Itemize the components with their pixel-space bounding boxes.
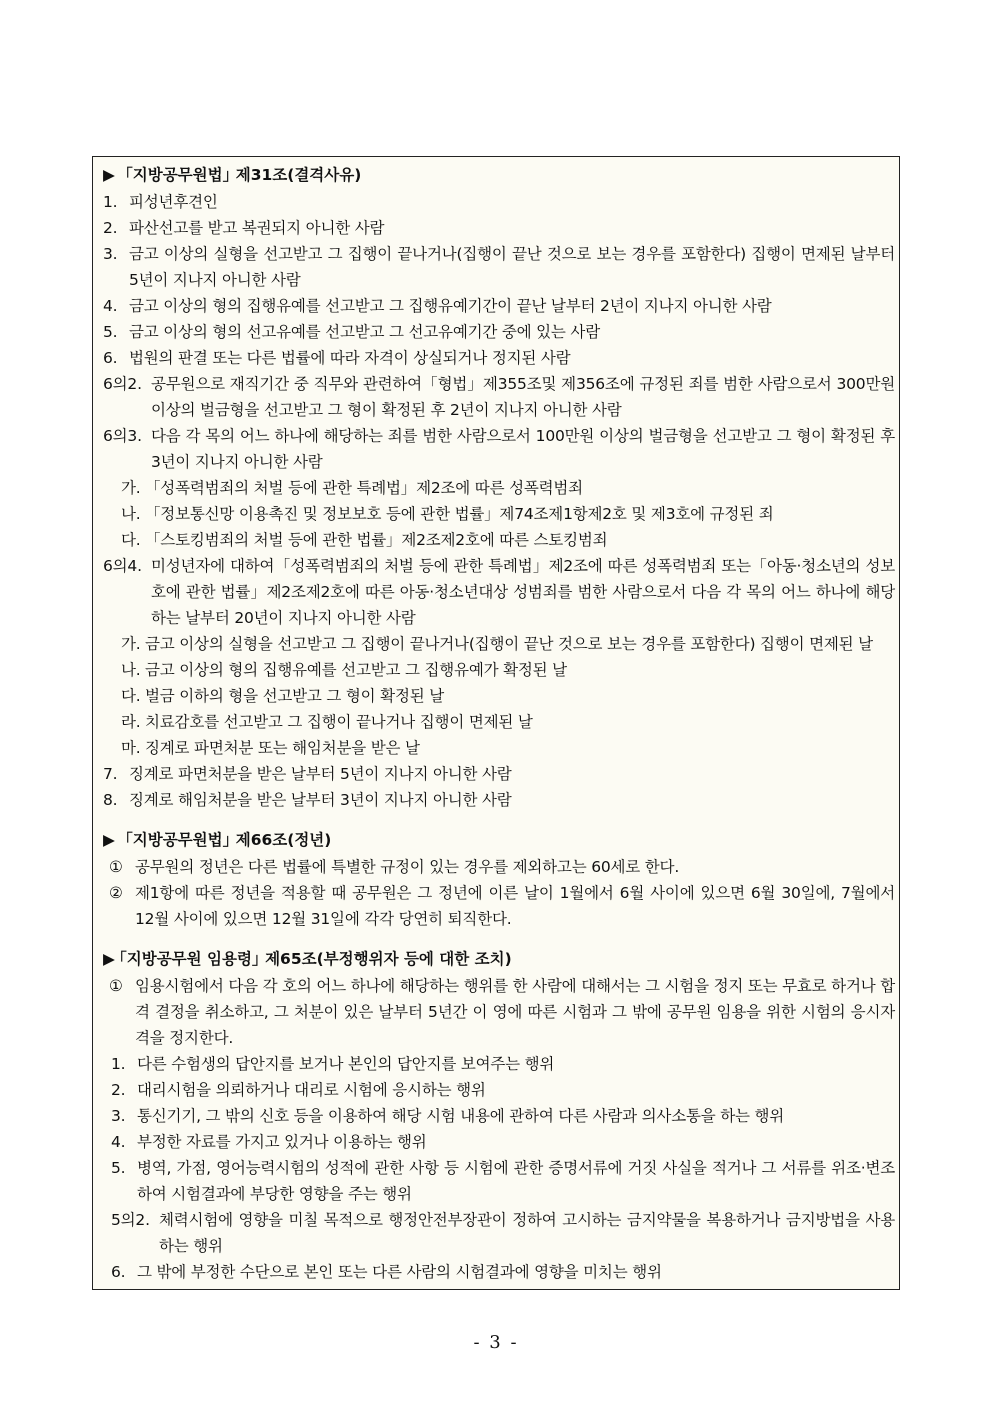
list-item	[103, 787, 895, 813]
item-text: 임용시험에서 다음 각 호의 어느 하나에 해당하는 행위를 한 사람에 대해서는 그 시험을 정지 또는 무효로 하거나 합격 결정을 취소하고, 그 처분이 있은 날부터 5년간 이 영에 따른 시험과 그 밖에 공무원 임용을 위한 시험의 응시자격을 정지한다.	[135, 977, 895, 1047]
item-list	[103, 854, 895, 932]
item-number: 1.	[111, 1055, 126, 1073]
item-number: 4.	[103, 297, 118, 315]
section-article-66	[103, 827, 895, 932]
item-text: 징계로 파면처분 또는 해임처분을 받은 날	[145, 739, 420, 757]
list-item	[103, 371, 895, 423]
item-list	[103, 973, 895, 1285]
item-text: 징계로 파면처분을 받은 날부터 5년이 지나지 아니한 사람	[129, 765, 512, 783]
item-number: 6의3.	[103, 427, 142, 445]
item-text: 그 밖에 부정한 수단으로 본인 또는 다른 사람의 시험결과에 영향을 미치는 행위	[137, 1263, 662, 1281]
triangle-bullet-icon: ▶	[103, 166, 115, 184]
item-text: 징계로 해임처분을 받은 날부터 3년이 지나지 아니한 사람	[129, 791, 512, 809]
item-number: 가.	[121, 479, 141, 497]
item-text: 금고 이상의 실형을 선고받고 그 집행이 끝나거나(집행이 끝난 것으로 보는 경우를 포함한다) 집행이 면제된 날부터 5년이 지나지 아니한 사람	[129, 245, 895, 289]
item-text: 부정한 자료를 가지고 있거나 이용하는 행위	[137, 1133, 427, 1151]
item-number: ①	[109, 858, 123, 876]
list-item	[103, 880, 895, 932]
item-number: 3.	[111, 1107, 126, 1125]
item-text: 병역, 가점, 영어능력시험의 성적에 관한 사항 등 시험에 관한 증명서류에 거짓 사실을 적거나 그 서류를 위조‧변조하여 시험결과에 부당한 영향을 주는 행위	[137, 1159, 895, 1203]
list-item	[103, 215, 895, 241]
item-number: 5.	[111, 1159, 126, 1177]
list-item	[103, 1077, 895, 1103]
item-number: 가.	[121, 635, 141, 653]
item-number: 8.	[103, 791, 118, 809]
list-item	[103, 1129, 895, 1155]
item-number: 5의2.	[111, 1211, 150, 1229]
item-number: 5.	[103, 323, 118, 341]
page-number: - 3 -	[473, 1332, 519, 1353]
item-number: 2.	[103, 219, 118, 237]
item-text: 벌금 이하의 형을 선고받고 그 형이 확정된 날	[145, 687, 445, 705]
item-number: 7.	[103, 765, 118, 783]
item-text: 다음 각 목의 어느 하나에 해당하는 죄를 범한 사람으로서 100만원 이상의 벌금형을 선고받고 그 형이 확정된 후 3년이 지나지 아니한 사람	[151, 427, 895, 471]
item-number: 6의4.	[103, 557, 142, 575]
section-decree-65	[103, 946, 895, 1285]
list-item	[103, 501, 895, 527]
item-text: 금고 이상의 형의 집행유예를 선고받고 그 집행유예가 확정된 날	[145, 661, 567, 679]
item-number: 나.	[121, 505, 141, 523]
item-text: 대리시험을 의뢰하거나 대리로 시험에 응시하는 행위	[137, 1081, 486, 1099]
item-number: 2.	[111, 1081, 126, 1099]
list-item	[103, 423, 895, 475]
list-item	[103, 854, 895, 880]
item-list	[103, 189, 895, 813]
item-number: 마.	[121, 739, 141, 757]
list-item	[103, 293, 895, 319]
list-item	[103, 1051, 895, 1077]
list-item	[103, 683, 895, 709]
section-article-31	[103, 162, 895, 813]
item-number: 1.	[103, 193, 118, 211]
item-text: 미성년자에 대하여「성폭력범죄의 처벌 등에 관한 특례법」제2조에 따른 성폭력범죄 또는「아동‧청소년의 성보호에 관한 법률」제2조제2호에 따른 아동‧청소년대상 성범죄를 범한 사람으로서 다음 각 목의 어느 하나에 해당하는 날부터 20년이 지나지 아니한 사람	[151, 557, 895, 627]
list-item	[103, 761, 895, 787]
item-number: ②	[109, 884, 123, 902]
list-item	[103, 1155, 895, 1207]
section-heading	[103, 827, 895, 854]
item-number: ①	[109, 977, 123, 995]
list-item	[103, 735, 895, 761]
list-item	[103, 709, 895, 735]
list-item	[103, 241, 895, 293]
item-number: 6의2.	[103, 375, 142, 393]
list-item	[103, 973, 895, 1051]
item-text: 공무원의 정년은 다른 법률에 특별한 규정이 있는 경우를 제외하고는 60세로 한다.	[135, 858, 680, 876]
item-number: 나.	[121, 661, 141, 679]
list-item	[103, 527, 895, 553]
item-number: 4.	[111, 1133, 126, 1151]
list-item	[103, 1207, 895, 1259]
list-item	[103, 1259, 895, 1285]
list-item	[103, 631, 895, 657]
item-text: 피성년후견인	[129, 193, 218, 211]
item-text: 치료감호를 선고받고 그 집행이 끝나거나 집행이 면제된 날	[145, 713, 533, 731]
section-heading	[103, 162, 895, 189]
legal-excerpt-box	[92, 156, 900, 1290]
item-number: 6.	[111, 1263, 126, 1281]
list-item	[103, 657, 895, 683]
item-text: 통신기기, 그 밖의 신호 등을 이용하여 해당 시험 내용에 관하여 다른 사람과 의사소통을 하는 행위	[137, 1107, 785, 1125]
list-item	[103, 319, 895, 345]
item-text: 체력시험에 영향을 미칠 목적으로 행정안전부장관이 정하여 고시하는 금지약물을 복용하거나 금지방법을 사용하는 행위	[159, 1211, 895, 1255]
triangle-bullet-icon: ▶	[103, 831, 115, 849]
section-heading	[103, 946, 895, 973]
item-text: 「스토킹범죄의 처벌 등에 관한 법률」제2조제2호에 따른 스토킹범죄	[145, 531, 608, 549]
item-number: 라.	[121, 713, 141, 731]
triangle-bullet-icon: ▶	[103, 950, 115, 968]
item-text: 파산선고를 받고 복권되지 아니한 사람	[129, 219, 385, 237]
item-number: 6.	[103, 349, 118, 367]
list-item	[103, 345, 895, 371]
list-item	[103, 189, 895, 215]
item-text: 「정보통신망 이용촉진 및 정보보호 등에 관한 법률」제74조제1항제2호 및 제3호에 규정된 죄	[145, 505, 774, 523]
item-text: 「성폭력범죄의 처벌 등에 관한 특례법」제2조에 따른 성폭력범죄	[145, 479, 583, 497]
item-number: 다.	[121, 687, 141, 705]
item-text: 제1항에 따른 정년을 적용할 때 공무원은 그 정년에 이른 날이 1월에서 6월 사이에 있으면 6월 30일에, 7월에서 12월 사이에 있으면 12월 31일에 각각 당연히 퇴직한다.	[135, 884, 895, 928]
item-text: 다른 수험생의 답안지를 보거나 본인의 답안지를 보여주는 행위	[137, 1055, 555, 1073]
item-number: 다.	[121, 531, 141, 549]
section-title: ｢지방공무원 임용령｣ 제65조(부정행위자 등에 대한 조치)	[119, 950, 512, 968]
item-text: 금고 이상의 형의 집행유예를 선고받고 그 집행유예기간이 끝난 날부터 2년이 지나지 아니한 사람	[129, 297, 772, 315]
item-text: 금고 이상의 형의 선고유예를 선고받고 그 선고유예기간 중에 있는 사람	[129, 323, 600, 341]
item-number: 3.	[103, 245, 118, 263]
section-title: ｢지방공무원법｣ 제66조(정년)	[125, 831, 332, 849]
item-text: 공무원으로 재직기간 중 직무와 관련하여「형법」제355조및 제356조에 규정된 죄를 범한 사람으로서 300만원 이상의 벌금형을 선고받고 그 형이 확정된 후 2년이 지나지 아니한 사람	[151, 375, 895, 419]
list-item	[103, 1103, 895, 1129]
item-text: 금고 이상의 실형을 선고받고 그 집행이 끝나거나(집행이 끝난 것으로 보는 경우를 포함한다) 집행이 면제된 날	[145, 635, 873, 653]
section-title: ｢지방공무원법｣ 제31조(결격사유)	[125, 166, 362, 184]
list-item	[103, 553, 895, 631]
item-text: 법원의 판결 또는 다른 법률에 따라 자격이 상실되거나 정지된 사람	[129, 349, 571, 367]
list-item	[103, 475, 895, 501]
